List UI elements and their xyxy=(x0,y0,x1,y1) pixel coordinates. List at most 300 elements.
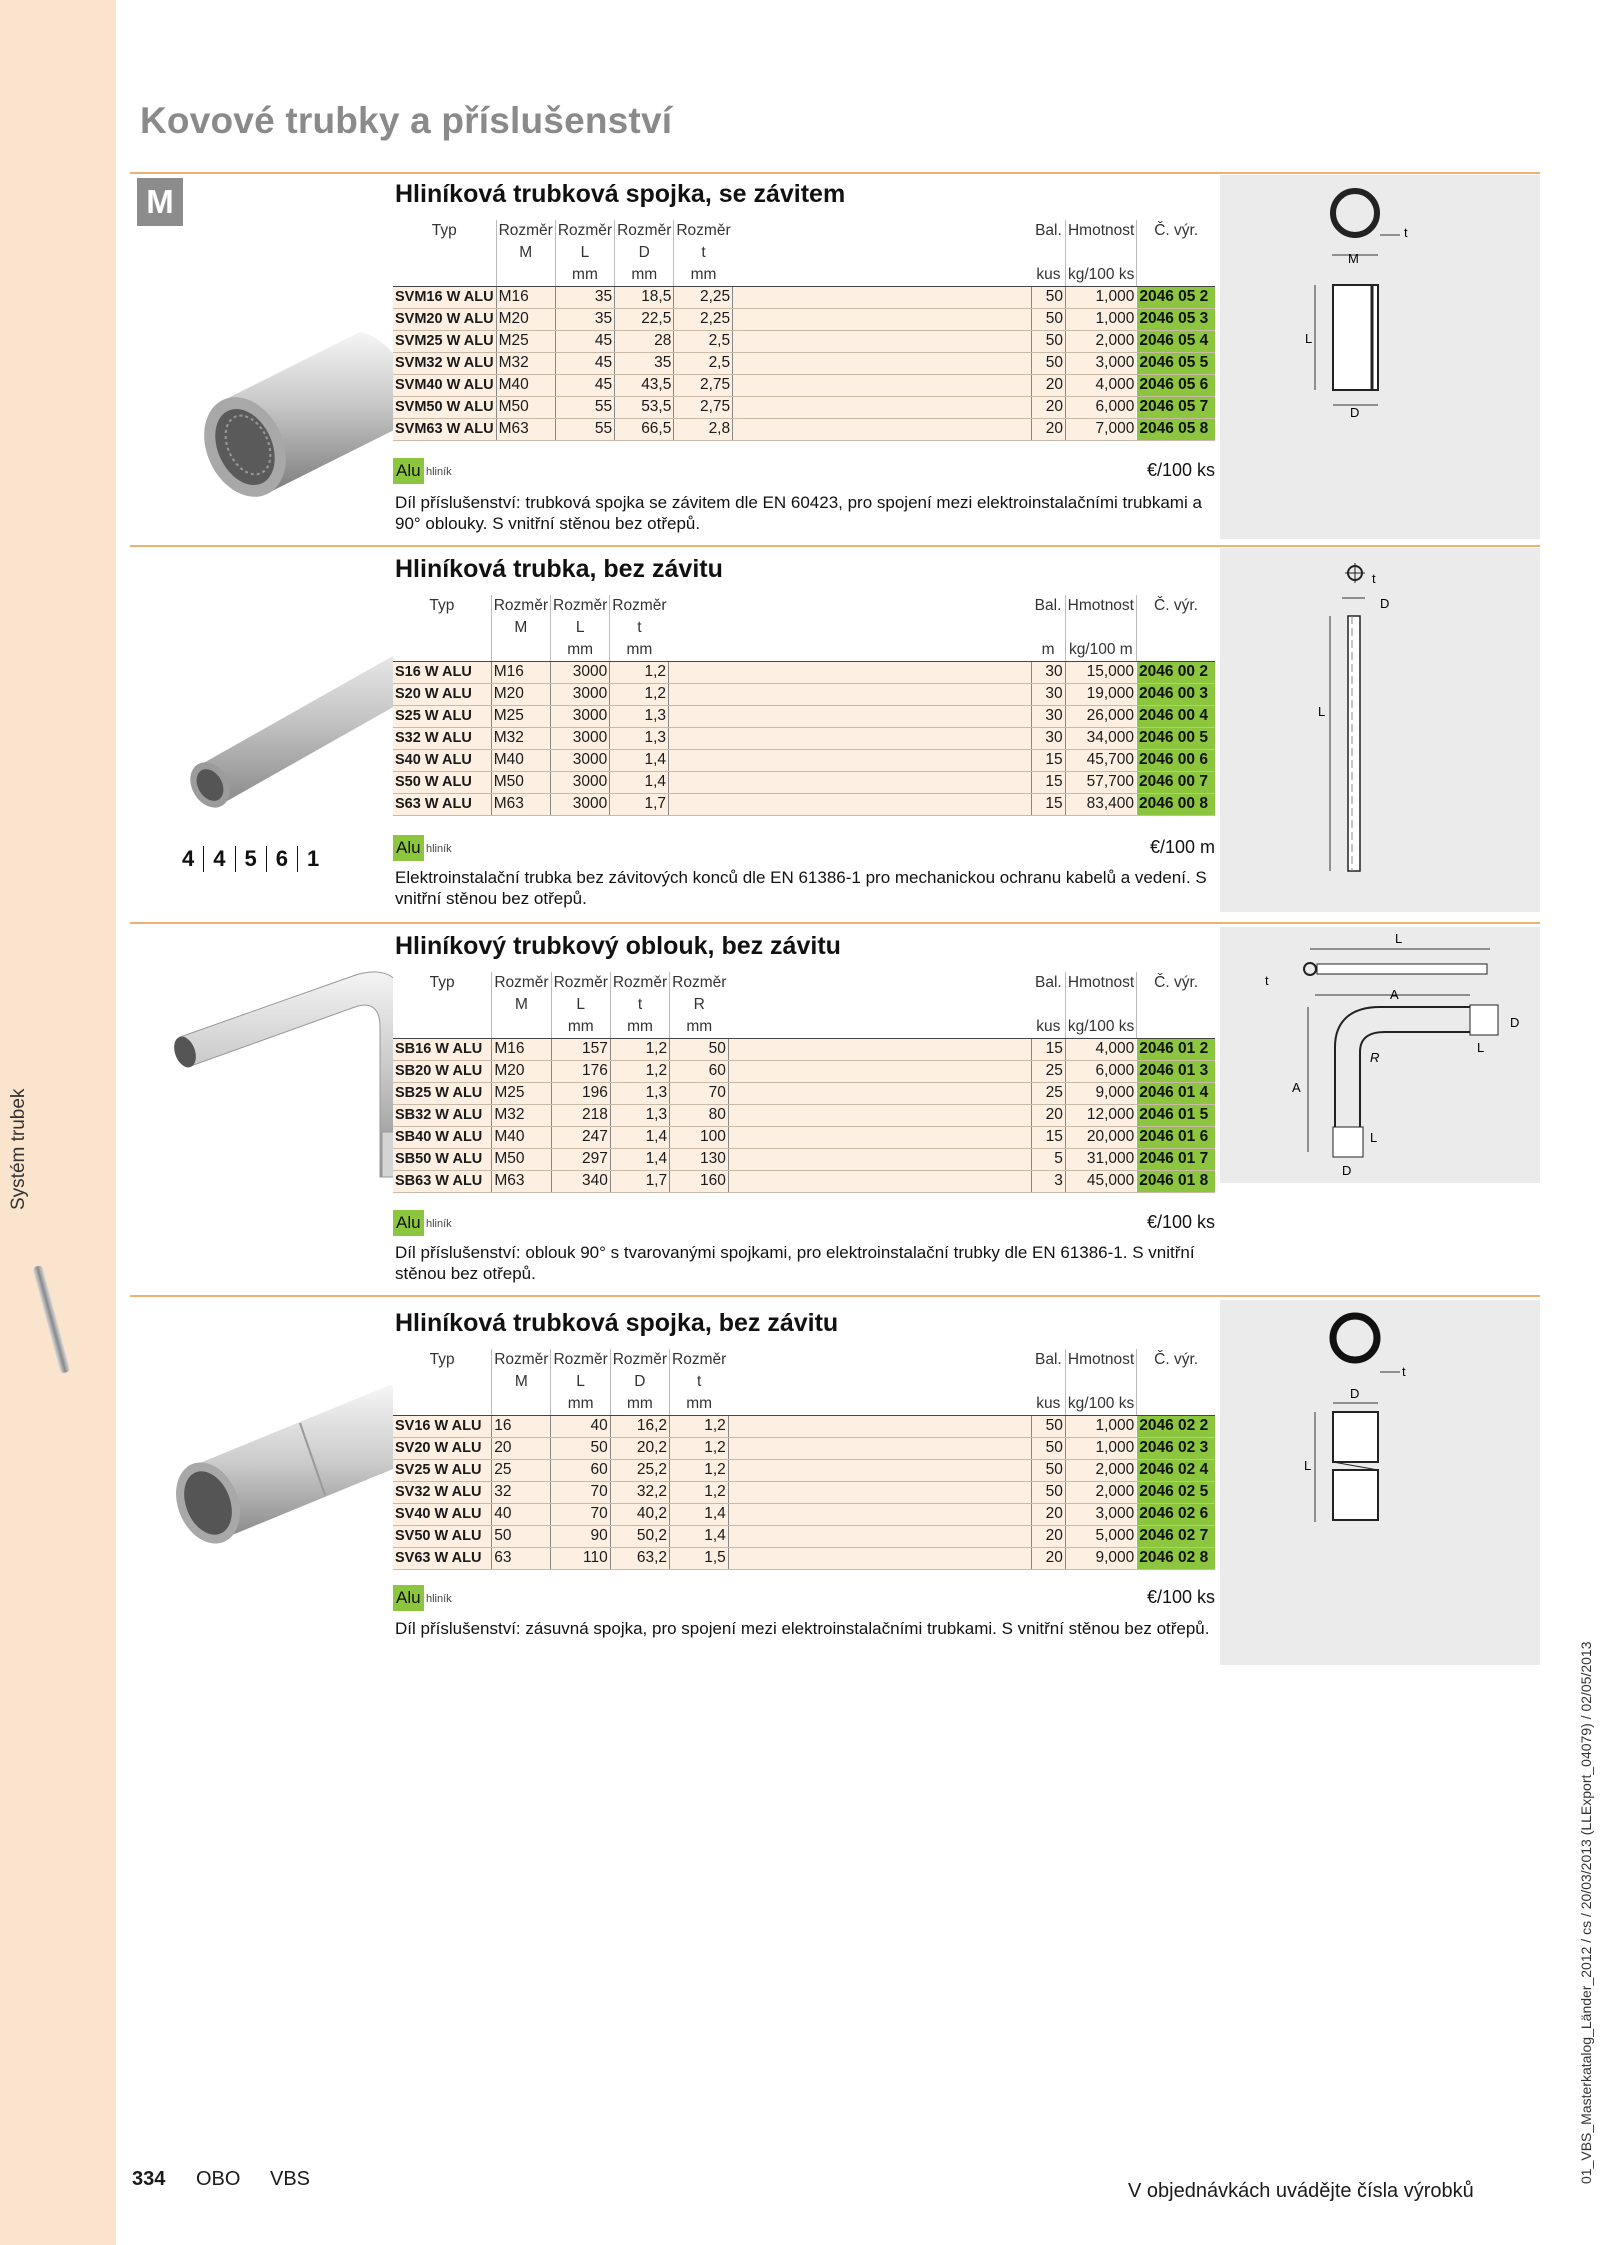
dimension-cell: M20 xyxy=(496,308,555,330)
section-title: Hliníková trubková spojka, bez závitu xyxy=(395,1309,839,1337)
product-type-cell: S63 W ALU xyxy=(393,793,491,815)
column-header-cell: mm xyxy=(610,1393,669,1415)
table-cell: 15 xyxy=(1031,749,1065,771)
dimension-cell: M63 xyxy=(496,418,555,440)
table-cell: 1,4 xyxy=(610,1148,669,1170)
table-cell: 45 xyxy=(555,374,614,396)
table-cell: 20 xyxy=(1032,1547,1066,1569)
table-cell: 35 xyxy=(615,352,674,374)
table-units-row xyxy=(393,1016,1215,1038)
column-header-cell xyxy=(1137,264,1215,286)
table-cell: 45 xyxy=(555,330,614,352)
dimension-cell: M40 xyxy=(492,1126,551,1148)
table-cell: 9,000 xyxy=(1065,1547,1136,1569)
product-type-cell: S25 W ALU xyxy=(393,705,491,727)
article-number-cell: 2046 02 4 xyxy=(1137,1459,1215,1481)
dimension-cell: M25 xyxy=(491,705,550,727)
column-header-cell xyxy=(393,1393,492,1415)
product-type-cell: SB50 W ALU xyxy=(393,1148,492,1170)
table-cell: 31,000 xyxy=(1065,1148,1136,1170)
header-gap xyxy=(728,1349,1032,1371)
table-row xyxy=(393,749,1215,771)
product-type-cell: SV25 W ALU xyxy=(393,1459,492,1481)
table-cell: 90 xyxy=(551,1525,610,1547)
table-cell: 70 xyxy=(551,1503,610,1525)
table-cell: 18,5 xyxy=(615,286,674,308)
diagram-label-R: R xyxy=(1370,1050,1380,1065)
table-cell: 26,000 xyxy=(1065,705,1136,727)
column-header-cell xyxy=(1137,242,1215,264)
column-header-cell: M xyxy=(492,1371,551,1393)
column-header-cell: Rozměr xyxy=(551,595,610,617)
article-number-cell: 2046 05 3 xyxy=(1137,308,1215,330)
column-header-cell: Hmotnost xyxy=(1065,220,1136,242)
table-cell: 55 xyxy=(555,418,614,440)
column-header-cell: mm xyxy=(551,1393,610,1415)
category-number: 4 xyxy=(203,846,234,872)
column-header-cell: mm xyxy=(610,1016,669,1038)
dimension-diagram xyxy=(1220,927,1540,1183)
table-cell: 40 xyxy=(551,1415,610,1437)
dimension-cell: M20 xyxy=(492,1060,551,1082)
section-title: Hliníková trubka, bez závitu xyxy=(395,555,723,583)
section-title: Hliníkový trubkový oblouk, bez závitu xyxy=(395,932,841,960)
column-header-cell xyxy=(1137,617,1216,639)
column-header-cell: Rozměr xyxy=(492,1349,551,1371)
table-cell: 297 xyxy=(551,1148,610,1170)
column-header-cell: Rozměr xyxy=(492,972,551,994)
table-cell: 2,000 xyxy=(1065,330,1136,352)
header-gap xyxy=(669,617,1032,639)
table-row xyxy=(393,661,1215,683)
article-number-cell: 2046 01 6 xyxy=(1137,1126,1215,1148)
column-header-cell: M xyxy=(496,242,555,264)
column-header-cell xyxy=(1137,1393,1215,1415)
row-gap xyxy=(669,727,1032,749)
column-header-cell: mm xyxy=(670,1393,729,1415)
row-gap xyxy=(733,330,1032,352)
product-type-cell: SVM25 W ALU xyxy=(393,330,496,352)
column-header-cell xyxy=(393,994,492,1016)
header-gap xyxy=(669,595,1032,617)
product-type-cell: SB63 W ALU xyxy=(393,1170,492,1192)
table-cell: 30 xyxy=(1031,661,1065,683)
row-gap xyxy=(728,1547,1032,1569)
table-cell: 1,5 xyxy=(670,1547,729,1569)
row-gap xyxy=(728,1082,1031,1104)
product-type-cell: SV40 W ALU xyxy=(393,1503,492,1525)
dimension-cell: 20 xyxy=(492,1437,551,1459)
column-header-cell: Bal. xyxy=(1032,972,1066,994)
article-number-cell: 2046 00 4 xyxy=(1137,705,1216,727)
diagram-label-t: t xyxy=(1404,225,1408,240)
table-row xyxy=(393,1547,1215,1569)
diagram-label-D: D xyxy=(1380,596,1390,611)
dimension-cell: M16 xyxy=(491,661,550,683)
material-subtitle: hliník xyxy=(426,843,452,855)
row-gap xyxy=(728,1170,1031,1192)
spec-table xyxy=(393,220,1215,441)
column-header-cell: Bal. xyxy=(1031,595,1065,617)
table-header-row xyxy=(393,972,1215,994)
table-cell: 30 xyxy=(1031,705,1065,727)
header-gap xyxy=(733,220,1032,242)
column-header-cell: mm xyxy=(670,1016,729,1038)
product-section-1 xyxy=(130,172,1540,540)
category-number: 4 xyxy=(182,846,195,871)
table-units-row xyxy=(393,639,1215,661)
header-gap xyxy=(728,1393,1032,1415)
column-header-cell xyxy=(393,617,491,639)
dimension-diagram xyxy=(1220,175,1540,539)
row-gap xyxy=(728,1503,1032,1525)
table-cell: 70 xyxy=(551,1481,610,1503)
row-gap xyxy=(733,308,1032,330)
column-header-cell: Rozměr xyxy=(610,972,669,994)
table-cell: 1,2 xyxy=(670,1459,729,1481)
table-subheader-row xyxy=(393,242,1215,264)
column-header-cell xyxy=(393,639,491,661)
article-number-cell: 2046 05 6 xyxy=(1137,374,1215,396)
table-cell: 5,000 xyxy=(1065,1525,1136,1547)
column-header-cell: M xyxy=(492,994,551,1016)
table-cell: 15 xyxy=(1032,1126,1066,1148)
dimension-cell: M32 xyxy=(491,727,550,749)
table-cell: 1,2 xyxy=(670,1437,729,1459)
table-cell: 3000 xyxy=(551,683,610,705)
table-cell: 45 xyxy=(555,352,614,374)
table-cell: 12,000 xyxy=(1065,1104,1136,1126)
table-cell: 1,2 xyxy=(610,1038,669,1060)
table-cell: 83,400 xyxy=(1065,793,1136,815)
table-cell: 25 xyxy=(1032,1060,1066,1082)
row-gap xyxy=(728,1437,1032,1459)
column-header-cell: Č. výr. xyxy=(1137,220,1215,242)
column-header-cell xyxy=(1032,242,1066,264)
column-header-cell: mm xyxy=(555,264,614,286)
material-subtitle: hliník xyxy=(426,1218,452,1230)
table-cell: 3000 xyxy=(551,771,610,793)
price-unit: €/100 ks xyxy=(1146,1587,1215,1607)
table-row xyxy=(393,1459,1215,1481)
product-type-cell: S50 W ALU xyxy=(393,771,491,793)
table-cell: 50 xyxy=(1032,1415,1066,1437)
table-row xyxy=(393,1038,1215,1060)
table-cell: 50,2 xyxy=(610,1525,669,1547)
category-numbers xyxy=(173,846,328,872)
table-cell: 34,000 xyxy=(1065,727,1136,749)
table-cell: 1,2 xyxy=(670,1415,729,1437)
product-type-cell: S16 W ALU xyxy=(393,661,491,683)
product-type-cell: SV16 W ALU xyxy=(393,1415,492,1437)
dimension-cell: M50 xyxy=(496,396,555,418)
column-header-cell: mm xyxy=(674,264,733,286)
material-row xyxy=(393,835,1215,861)
product-type-cell: SVM20 W ALU xyxy=(393,308,496,330)
price-unit: €/100 m xyxy=(1149,837,1215,857)
table-cell: 50 xyxy=(1032,1481,1066,1503)
dimension-cell: M63 xyxy=(491,793,550,815)
diagram-label-t: t xyxy=(1372,571,1376,586)
column-header-cell: t xyxy=(674,242,733,264)
column-header-cell xyxy=(1065,242,1136,264)
table-cell: 55 xyxy=(555,396,614,418)
material-subtitle: hliník xyxy=(426,1593,452,1605)
product-type-cell: SV32 W ALU xyxy=(393,1481,492,1503)
row-gap xyxy=(669,683,1032,705)
table-cell: 60 xyxy=(551,1459,610,1481)
table-cell: 1,4 xyxy=(610,771,669,793)
column-header-cell: Rozměr xyxy=(555,220,614,242)
row-gap xyxy=(728,1148,1031,1170)
table-cell: 2,5 xyxy=(674,330,733,352)
category-number: 1 xyxy=(297,846,328,872)
table-cell: 15 xyxy=(1031,771,1065,793)
article-number-cell: 2046 00 6 xyxy=(1137,749,1216,771)
table-cell: 28 xyxy=(615,330,674,352)
section-badge: M xyxy=(137,178,183,226)
table-cell: 50 xyxy=(1032,1437,1066,1459)
product-type-cell: SV63 W ALU xyxy=(393,1547,492,1569)
header-gap xyxy=(733,264,1032,286)
material-tag: Alu xyxy=(393,1585,424,1611)
table-cell: 2,75 xyxy=(674,374,733,396)
table-cell: 50 xyxy=(1032,330,1066,352)
product-type-cell: SVM40 W ALU xyxy=(393,374,496,396)
dimension-cell: M50 xyxy=(491,771,550,793)
table-row xyxy=(393,771,1215,793)
column-header-cell: Č. výr. xyxy=(1137,595,1216,617)
row-gap xyxy=(728,1060,1031,1082)
table-cell: 3000 xyxy=(551,793,610,815)
column-header-cell: t xyxy=(610,994,669,1016)
product-type-cell: S20 W ALU xyxy=(393,683,491,705)
table-cell: 1,3 xyxy=(610,1082,669,1104)
section-divider xyxy=(130,1295,1540,1297)
table-cell: 40,2 xyxy=(610,1503,669,1525)
article-number-cell: 2046 00 3 xyxy=(1137,683,1216,705)
table-cell: 3,000 xyxy=(1065,352,1136,374)
table-cell: 32,2 xyxy=(610,1481,669,1503)
diagram-label-t: t xyxy=(1265,973,1269,988)
article-number-cell: 2046 01 4 xyxy=(1137,1082,1215,1104)
table-cell: 1,000 xyxy=(1065,1415,1136,1437)
table-cell: 20 xyxy=(1032,1525,1066,1547)
table-row xyxy=(393,1060,1215,1082)
column-header-cell: Č. výr. xyxy=(1137,972,1215,994)
table-cell: 3000 xyxy=(551,705,610,727)
column-header-cell: Rozměr xyxy=(496,220,555,242)
product-section-2 xyxy=(130,545,1540,921)
table-row xyxy=(393,1104,1215,1126)
table-cell: 30 xyxy=(1031,727,1065,749)
article-number-cell: 2046 02 8 xyxy=(1137,1547,1215,1569)
section-title: Hliníková trubková spojka, se závitem xyxy=(395,180,846,208)
dimension-cell: M20 xyxy=(491,683,550,705)
footer-division: VBS xyxy=(270,2168,311,2190)
table-cell: 57,700 xyxy=(1065,771,1136,793)
header-gap xyxy=(728,972,1031,994)
column-header-cell: L xyxy=(551,1371,610,1393)
table-cell: 2,25 xyxy=(674,286,733,308)
product-type-cell: SB20 W ALU xyxy=(393,1060,492,1082)
column-header-cell: D xyxy=(610,1371,669,1393)
section-divider xyxy=(130,172,1540,174)
diagram-label-L: L xyxy=(1305,331,1313,346)
table-subheader-row xyxy=(393,994,1215,1016)
table-cell: 1,000 xyxy=(1065,1437,1136,1459)
table-cell: 50 xyxy=(1032,1459,1066,1481)
table-units-row xyxy=(393,264,1215,286)
diagram-label-D: D xyxy=(1350,405,1360,420)
dimension-cell: M50 xyxy=(492,1148,551,1170)
table-row xyxy=(393,418,1215,440)
row-gap xyxy=(733,396,1032,418)
column-header-cell: kg/100 m xyxy=(1065,639,1136,661)
column-header-cell: L xyxy=(551,617,610,639)
dimension-cell: 40 xyxy=(492,1503,551,1525)
column-header-cell xyxy=(1032,1371,1066,1393)
column-header-cell: D xyxy=(615,242,674,264)
table-cell: 130 xyxy=(670,1148,729,1170)
column-header-cell: L xyxy=(551,994,610,1016)
row-gap xyxy=(669,771,1032,793)
dimension-cell: 25 xyxy=(492,1459,551,1481)
column-header-cell: Hmotnost xyxy=(1065,1349,1136,1371)
article-number-cell: 2046 00 8 xyxy=(1137,793,1216,815)
column-header-cell xyxy=(393,1016,492,1038)
diagram-label-L: L xyxy=(1370,1130,1378,1145)
column-header-cell xyxy=(1137,1016,1215,1038)
header-gap xyxy=(728,1371,1032,1393)
table-cell: 50 xyxy=(1032,308,1066,330)
table-cell: 2,25 xyxy=(674,308,733,330)
table-row xyxy=(393,1170,1215,1192)
column-header-cell: Typ xyxy=(393,972,492,994)
article-number-cell: 2046 02 6 xyxy=(1137,1503,1215,1525)
column-header-cell: mm xyxy=(551,1016,610,1038)
table-cell: 66,5 xyxy=(615,418,674,440)
table-cell: 53,5 xyxy=(615,396,674,418)
table-cell: 15 xyxy=(1032,1038,1066,1060)
table-cell: 50 xyxy=(1032,352,1066,374)
table-row xyxy=(393,330,1215,352)
dimension-diagram xyxy=(1220,548,1540,912)
table-row xyxy=(393,793,1215,815)
table-row xyxy=(393,352,1215,374)
price-unit: €/100 ks xyxy=(1146,460,1215,480)
material-tag: Alu xyxy=(393,458,424,484)
table-cell: 63,2 xyxy=(610,1547,669,1569)
table-header-row xyxy=(393,1349,1215,1371)
column-header-cell: R xyxy=(670,994,729,1016)
column-header-cell: Bal. xyxy=(1032,220,1066,242)
column-header-cell: Rozměr xyxy=(674,220,733,242)
price-unit: €/100 ks xyxy=(1146,1212,1215,1232)
article-number-cell: 2046 01 2 xyxy=(1137,1038,1215,1060)
column-header-cell xyxy=(1137,639,1216,661)
material-subtitle: hliník xyxy=(426,466,452,478)
column-header-cell xyxy=(1137,994,1215,1016)
dimension-cell: M40 xyxy=(491,749,550,771)
table-cell: 160 xyxy=(670,1170,729,1192)
diagram-label-D: D xyxy=(1342,1163,1352,1178)
table-cell: 45,000 xyxy=(1065,1170,1136,1192)
article-number-cell: 2046 05 7 xyxy=(1137,396,1215,418)
footer-ordering-note: V objednávkách uvádějte čísla výrobků xyxy=(1128,2180,1474,2202)
table-cell: 7,000 xyxy=(1065,418,1136,440)
table-cell: 1,7 xyxy=(610,1170,669,1192)
row-gap xyxy=(728,1104,1031,1126)
table-cell: 1,7 xyxy=(610,793,669,815)
header-gap xyxy=(728,1016,1031,1038)
column-header-cell xyxy=(496,264,555,286)
table-row xyxy=(393,374,1215,396)
column-header-cell: Rozměr xyxy=(615,220,674,242)
column-header-cell xyxy=(492,1016,551,1038)
table-cell: 3000 xyxy=(551,727,610,749)
diagram-label-A: A xyxy=(1292,1080,1301,1095)
table-cell: 196 xyxy=(551,1082,610,1104)
table-cell: 16,2 xyxy=(610,1415,669,1437)
dimension-cell: M25 xyxy=(496,330,555,352)
column-header-cell: L xyxy=(555,242,614,264)
column-header-cell: Rozměr xyxy=(670,1349,729,1371)
spec-table xyxy=(393,1349,1215,1570)
column-header-cell: Rozměr xyxy=(670,972,729,994)
table-header-row xyxy=(393,595,1215,617)
table-row xyxy=(393,1481,1215,1503)
column-header-cell xyxy=(1032,994,1066,1016)
table-cell: 50 xyxy=(551,1437,610,1459)
article-number-cell: 2046 02 3 xyxy=(1137,1437,1215,1459)
column-header-cell: Rozměr xyxy=(610,1349,669,1371)
product-type-cell: S40 W ALU xyxy=(393,749,491,771)
spec-table xyxy=(393,595,1215,816)
row-gap xyxy=(728,1481,1032,1503)
table-cell: 20 xyxy=(1032,1503,1066,1525)
table-cell: 1,000 xyxy=(1065,286,1136,308)
table-row xyxy=(393,1126,1215,1148)
export-metadata: 01_VBS_Masterkatalog_Länder_2012 / cs / 20/03/2013 (LLExport_04079) / 02/05/2013 xyxy=(1578,1641,1594,2184)
footer-brand: OBO xyxy=(196,2168,241,2190)
table-cell: 100 xyxy=(670,1126,729,1148)
table-cell: 1,2 xyxy=(610,683,669,705)
column-header-cell xyxy=(393,242,496,264)
column-header-cell: kg/100 ks xyxy=(1065,1393,1136,1415)
table-cell: 157 xyxy=(551,1038,610,1060)
article-number-cell: 2046 01 8 xyxy=(1137,1170,1215,1192)
section-description: Díl příslušenství: oblouk 90° s tvarovanými spojkami, pro elektroinstalační trubky dle EN 61386-1. S vnitřní stěnou bez otřepů. xyxy=(395,1243,1195,1283)
column-header-cell: Hmotnost xyxy=(1065,595,1136,617)
table-cell: 2,5 xyxy=(674,352,733,374)
column-header-cell: mm xyxy=(551,639,610,661)
table-cell: 340 xyxy=(551,1170,610,1192)
table-row xyxy=(393,396,1215,418)
table-cell: 1,3 xyxy=(610,705,669,727)
row-gap xyxy=(669,749,1032,771)
diagram-label-t: t xyxy=(1402,1364,1406,1379)
table-subheader-row xyxy=(393,1371,1215,1393)
column-header-cell: M xyxy=(491,617,550,639)
dimension-cell: M32 xyxy=(496,352,555,374)
article-number-cell: 2046 00 7 xyxy=(1137,771,1216,793)
column-header-cell: Rozměr xyxy=(491,595,550,617)
column-header-cell: Hmotnost xyxy=(1065,972,1136,994)
row-gap xyxy=(669,705,1032,727)
dimension-cell: M63 xyxy=(492,1170,551,1192)
dimension-cell: M40 xyxy=(496,374,555,396)
